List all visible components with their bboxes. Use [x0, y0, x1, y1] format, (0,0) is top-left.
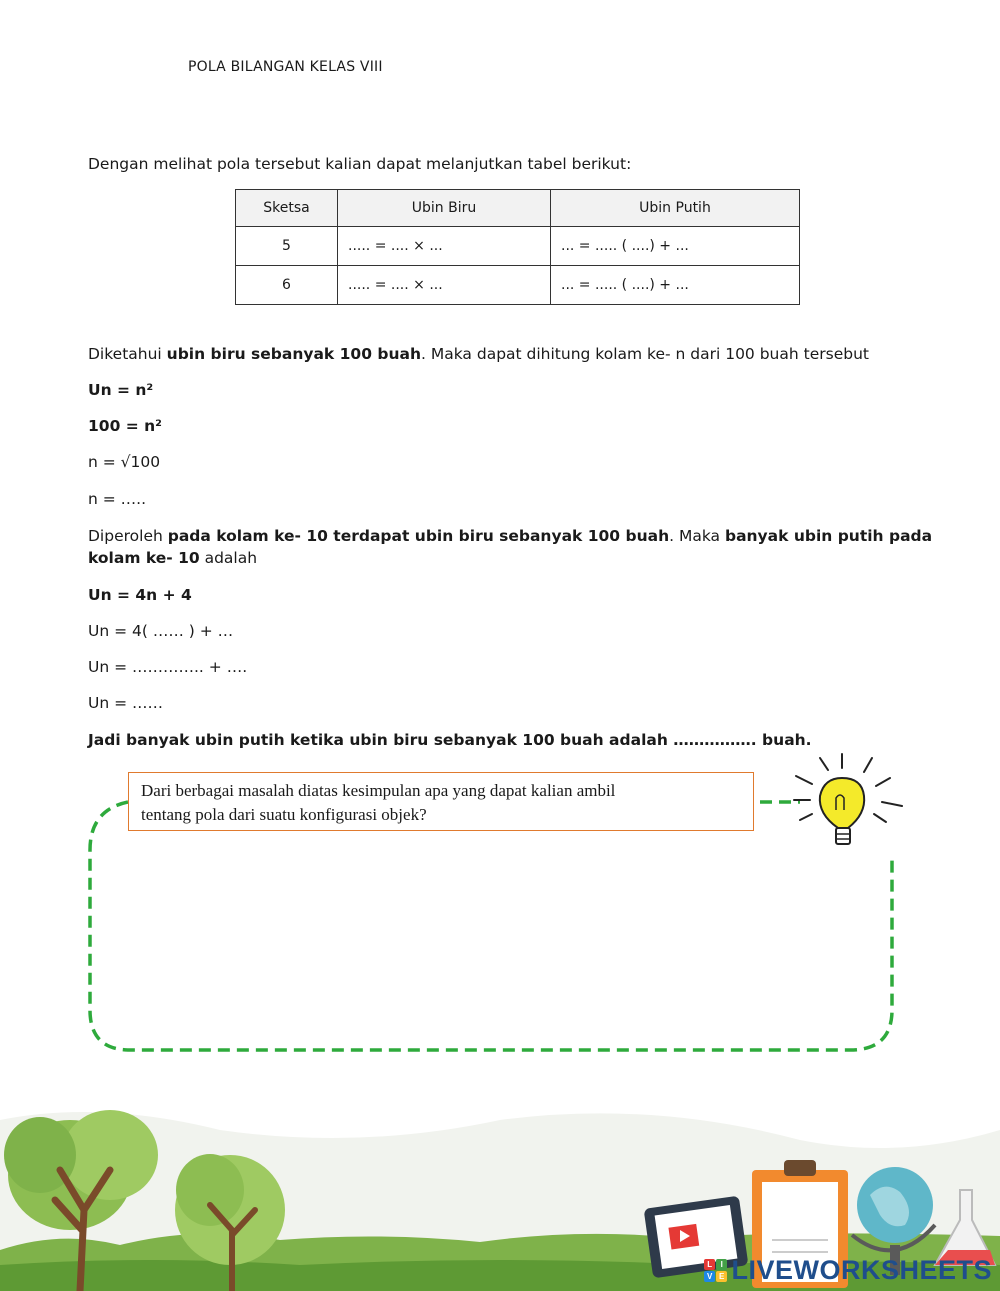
equation-100-n2: 100 = n²	[88, 417, 162, 435]
given-statement	[88, 343, 869, 365]
answer-textarea[interactable]	[100, 840, 884, 1039]
question-box	[128, 772, 754, 831]
logo-letter: E	[716, 1271, 727, 1282]
header-sketsa: Sketsa	[236, 190, 338, 227]
derived-text-f: adalah	[199, 549, 258, 567]
sketsa-cell: 5	[236, 227, 338, 266]
derived-text-bold: pada kolam ke- 10 terdapat ubin biru sebanyak 100 buah	[167, 527, 670, 545]
pattern-table	[235, 189, 800, 305]
table-row	[236, 227, 800, 266]
equation-un-4n4: Un = 4n + 4	[88, 586, 192, 604]
given-text-c: . Maka dapat dihitung kolam ke- n dari 100 buah tersebut	[421, 345, 869, 363]
header-ubin-biru: Ubin Biru	[338, 190, 551, 227]
equation-un-n2: Un = n²	[88, 381, 154, 399]
question-line-2: tentang pola dari suatu konfigurasi objek?	[141, 805, 427, 824]
table-header-row	[236, 190, 800, 227]
ubin-biru-input[interactable]: ..... = .... × ...	[338, 266, 551, 305]
conclusion-statement[interactable]: Jadi banyak ubin putih ketika ubin biru sebanyak 100 buah adalah ……………. buah.	[88, 731, 812, 749]
liveworksheets-logo	[704, 1255, 992, 1286]
table-row	[236, 266, 800, 305]
derived-text-bold-2: banyak ubin putih pada	[724, 527, 933, 545]
ubin-putih-input[interactable]: ... = ..... ( ....) + ...	[551, 266, 800, 305]
given-text-a: Diketahui	[88, 345, 167, 363]
liveworksheets-logo-mark	[704, 1259, 727, 1282]
sketsa-cell: 6	[236, 266, 338, 305]
intro-text: Dengan melihat pola tersebut kalian dapat melanjutkan tabel berikut:	[88, 155, 632, 173]
derived-text-c: . Maka	[669, 527, 725, 545]
logo-letter: V	[704, 1271, 715, 1282]
logo-letter: I	[716, 1259, 727, 1270]
given-text-bold: ubin biru sebanyak 100 buah	[166, 345, 421, 363]
equation-substitute[interactable]: Un = 4( …… ) + …	[88, 622, 234, 640]
equation-result[interactable]: Un = ……	[88, 694, 164, 712]
ubin-biru-input[interactable]: ..... = .... × ...	[338, 227, 551, 266]
header-ubin-putih: Ubin Putih	[551, 190, 800, 227]
equation-n-answer[interactable]: n = …..	[88, 490, 147, 508]
derived-text-a: Diperoleh	[88, 527, 168, 545]
brand-text: LIVEWORKSHEETS	[731, 1255, 992, 1285]
page-header: POLA BILANGAN KELAS VIII	[188, 59, 383, 75]
ubin-putih-input[interactable]: ... = ..... ( ....) + ...	[551, 227, 800, 266]
lightbulb-icon	[790, 752, 910, 852]
derived-text-bold-3: kolam ke- 10	[88, 549, 200, 567]
equation-sqrt: n = √100	[88, 453, 161, 471]
equation-sum[interactable]: Un = ………….. + ….	[88, 658, 248, 676]
logo-letter: L	[704, 1259, 715, 1270]
derived-statement	[88, 525, 932, 547]
derived-statement-cont	[88, 547, 257, 569]
question-line-1: Dari berbagai masalah diatas kesimpulan apa yang dapat kalian ambil	[141, 781, 616, 800]
